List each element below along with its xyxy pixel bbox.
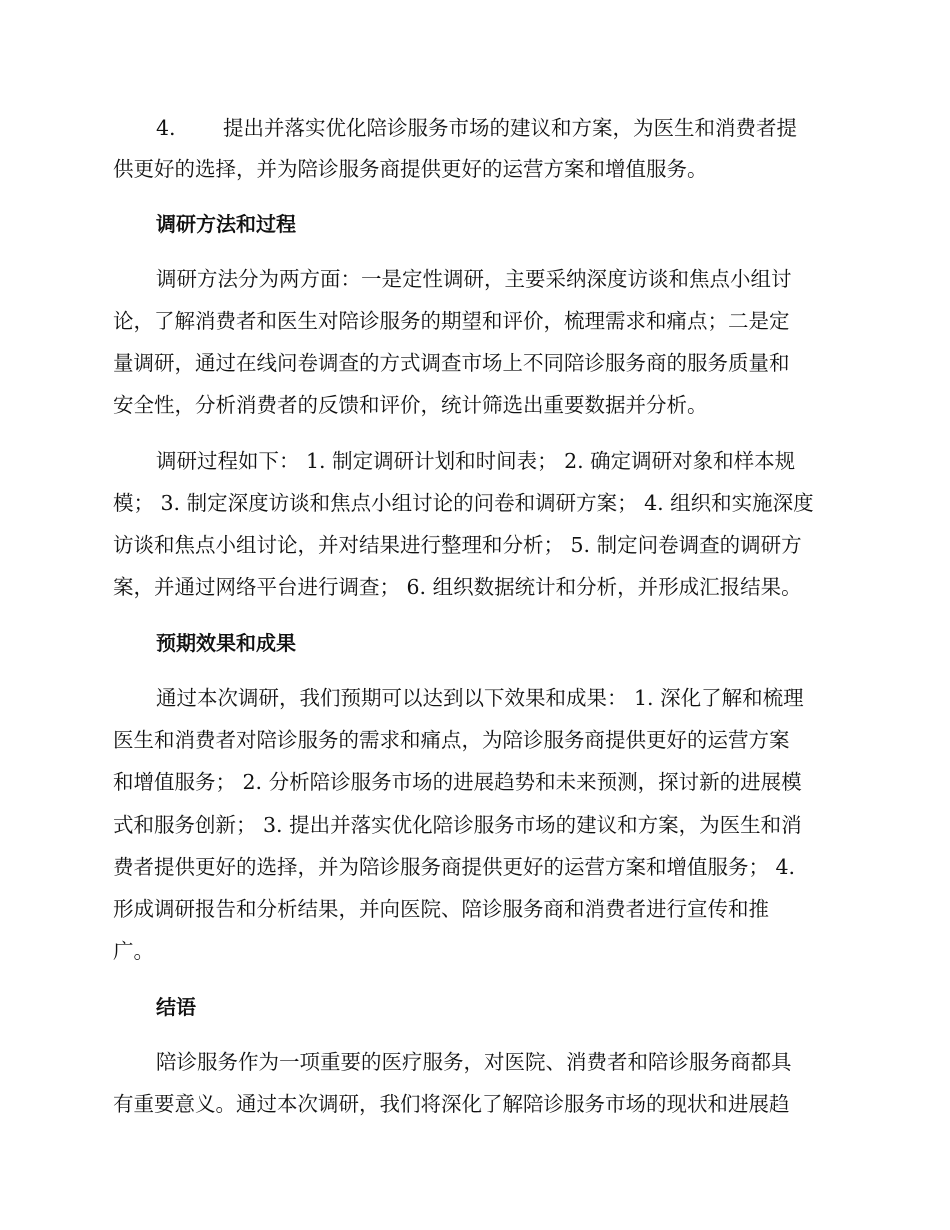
paragraph-line: 通过本次调研，我们预期可以达到以下效果和成果： 1. 深化了解和梳理 xyxy=(156,686,804,710)
paragraph-line: 模； 3. 制定深度访谈和焦点小组讨论的问卷和调研方案； 4. 组织和实施深度 xyxy=(113,491,814,515)
paragraph-line: 安全性，分析消费者的反馈和评价，统计筛选出重要数据并分析。 xyxy=(113,393,708,417)
list-item-text: 提出并落实优化陪诊服务市场的建议和方案，为医生和消费者提 xyxy=(223,116,797,140)
paragraph-line: 费者提供更好的选择，并为陪诊服务商提供更好的运营方案和增值服务； 4. xyxy=(113,855,796,879)
paragraph-line: 广。 xyxy=(113,939,154,963)
paragraph-line: 案，并通过网络平台进行调查； 6. 组织数据统计和分析，并形成汇报结果。 xyxy=(113,575,802,599)
paragraph-line: 访谈和焦点小组讨论，并对结果进行整理和分析； 5. 制定问卷调查的调研方 xyxy=(113,533,802,557)
paragraph-line: 调研过程如下： 1. 制定调研计划和时间表； 2. 确定调研对象和样本规 xyxy=(156,449,796,473)
paragraph-line: 有重要意义。通过本次调研，我们将深化了解陪诊服务市场的现状和进展趋 xyxy=(113,1092,790,1116)
section-heading-effects: 预期效果和成果 xyxy=(156,631,296,655)
paragraph-line: 形成调研报告和分析结果，并向医院、陪诊服务商和消费者进行宣传和推 xyxy=(113,897,769,921)
paragraph-line: 陪诊服务作为一项重要的医疗服务，对医院、消费者和陪诊服务商都具 xyxy=(156,1050,792,1074)
paragraph-line: 医生和消费者对陪诊服务的需求和痛点，为陪诊服务商提供更好的运营方案 xyxy=(113,728,790,752)
paragraph-line: 式和服务创新； 3. 提出并落实优化陪诊服务市场的建议和方案，为医生和消 xyxy=(113,813,802,837)
list-item-number: 4. xyxy=(156,116,176,140)
section-heading-conclusion: 结语 xyxy=(156,995,196,1019)
paragraph-line: 和增值服务； 2. 分析陪诊服务市场的进展趋势和未来预测，探讨新的进展模 xyxy=(113,770,802,794)
list-item-4-line-2: 供更好的选择，并为陪诊服务商提供更好的运营方案和增值服务。 xyxy=(113,157,708,181)
paragraph-line: 量调研，通过在线问卷调查的方式调查市场上不同陪诊服务商的服务质量和 xyxy=(113,351,790,375)
paragraph-line: 论，了解消费者和医生对陪诊服务的期望和评价，梳理需求和痛点；二是定 xyxy=(113,309,790,333)
list-item-4-line-1 xyxy=(156,118,797,139)
paragraph-line: 调研方法分为两方面：一是定性调研，主要采纳深度访谈和焦点小组讨 xyxy=(156,267,792,291)
section-heading-methods: 调研方法和过程 xyxy=(156,212,296,236)
